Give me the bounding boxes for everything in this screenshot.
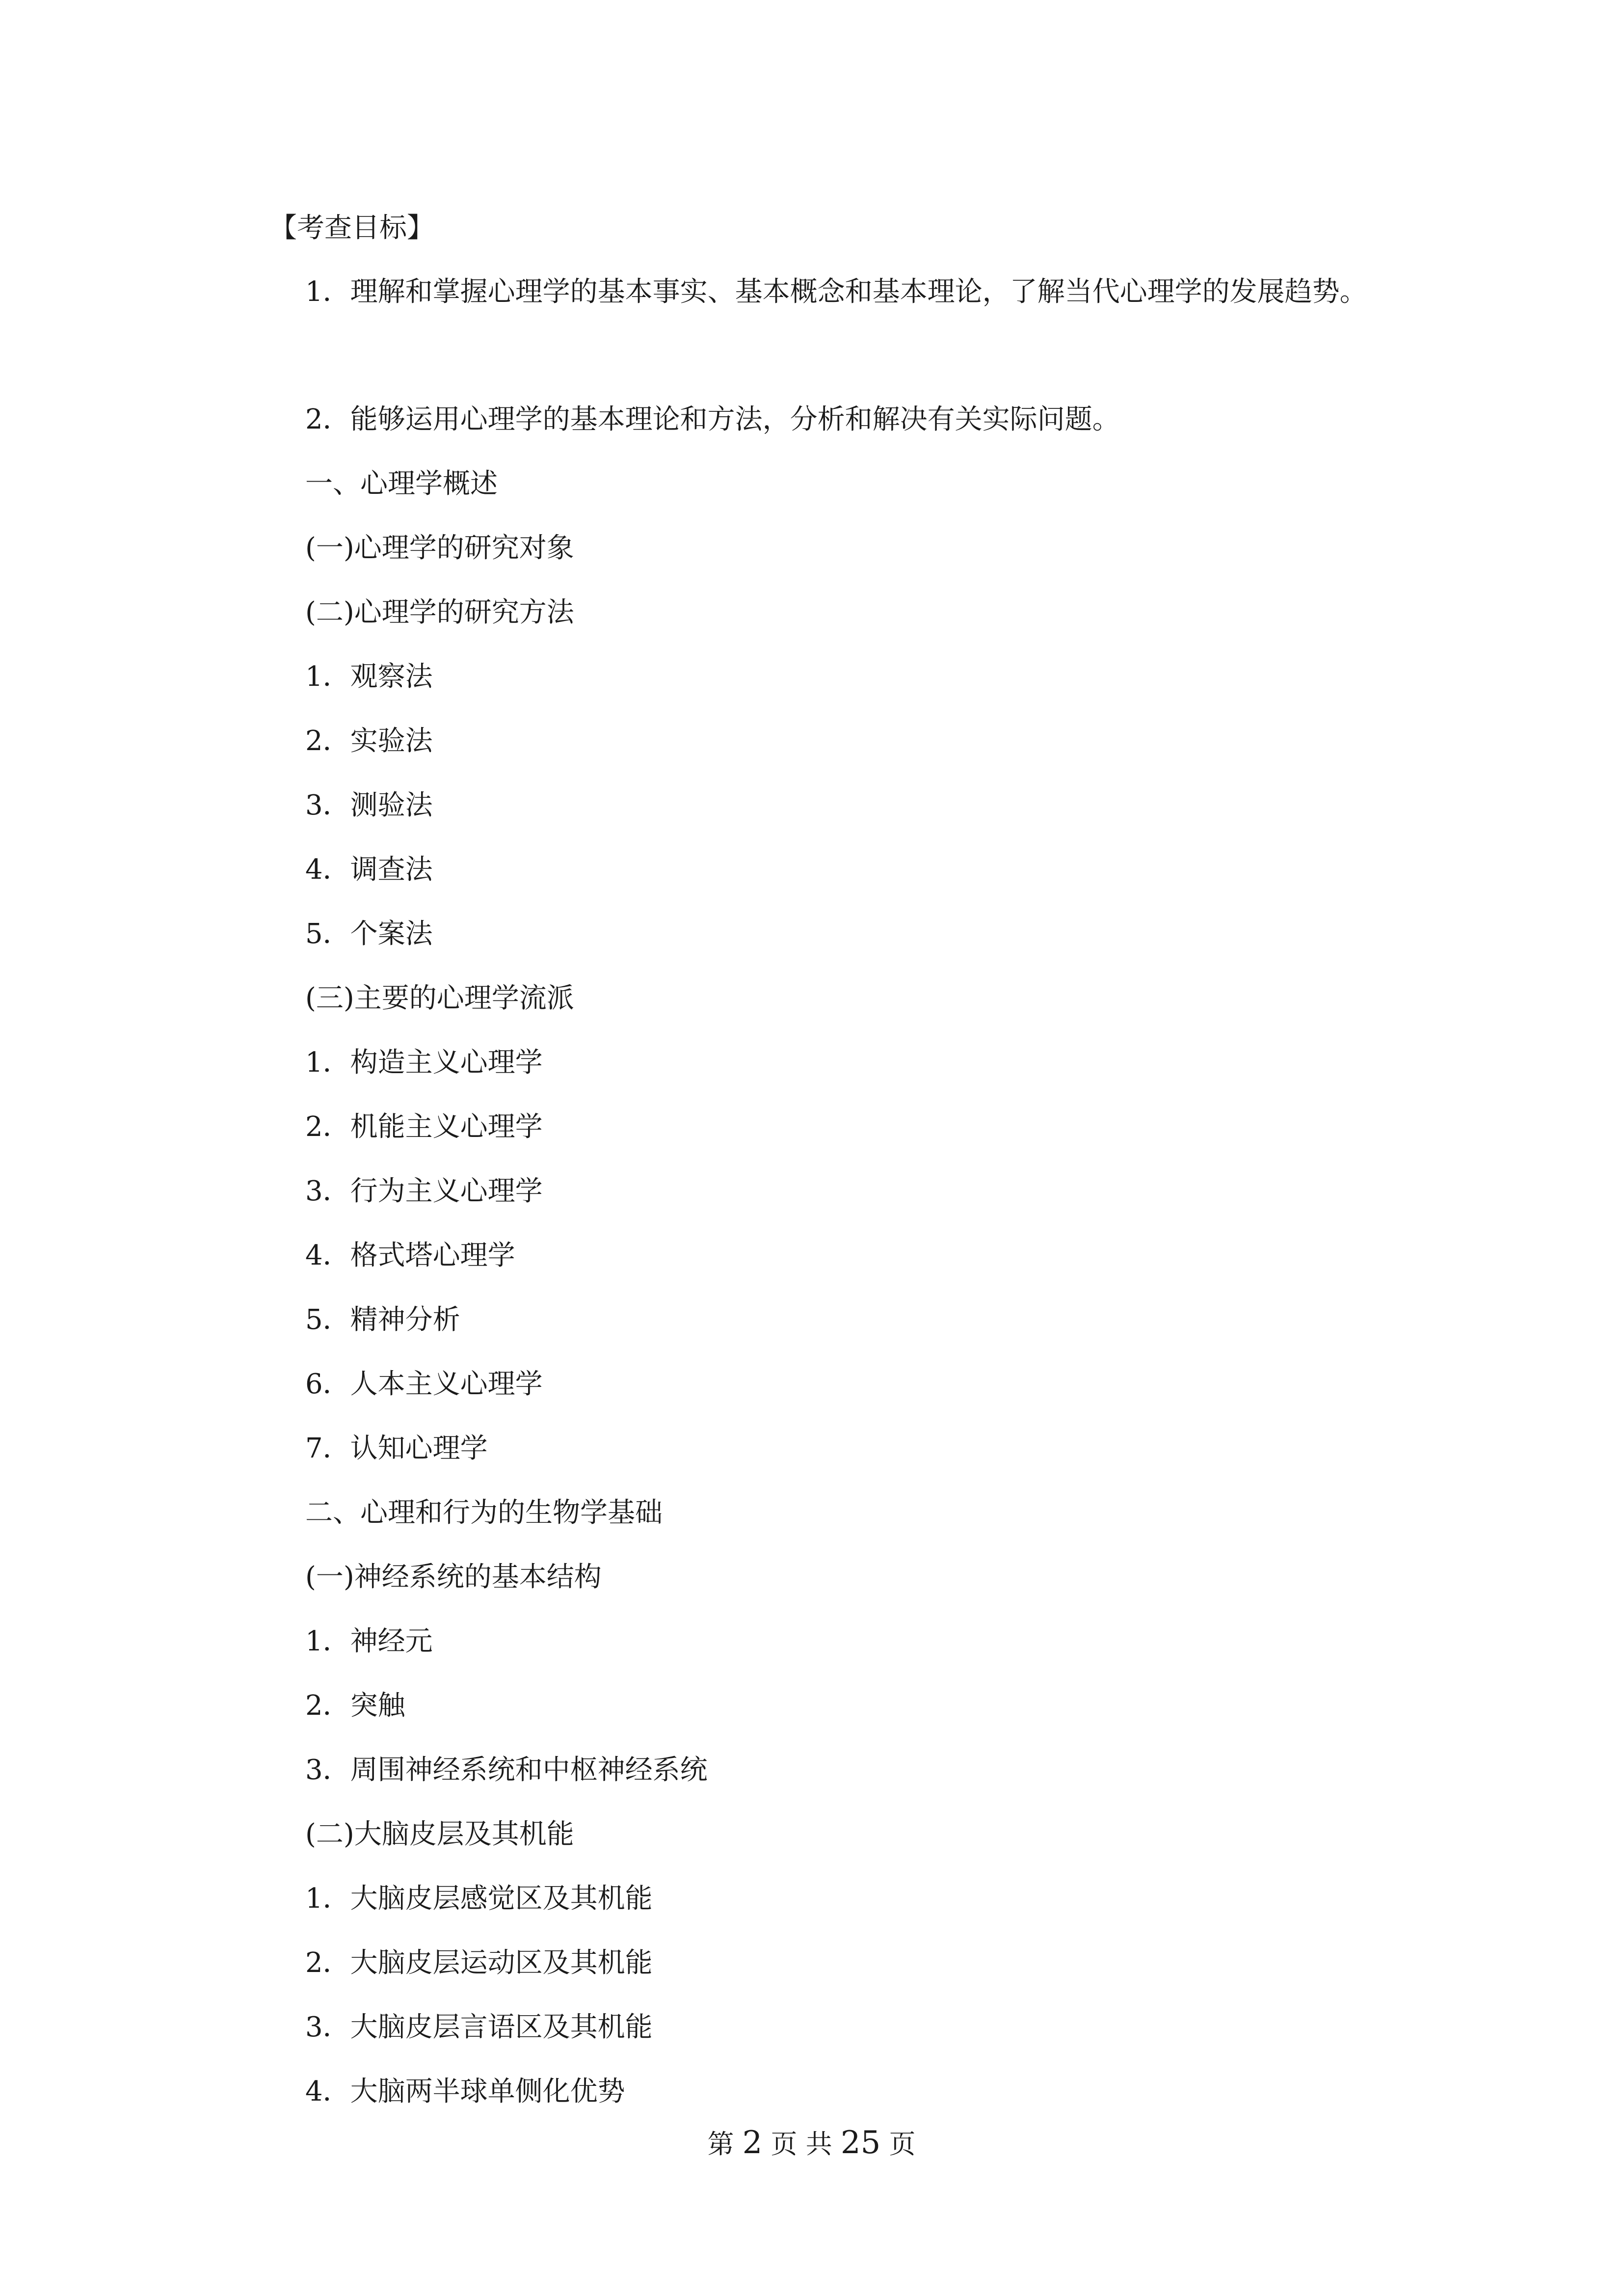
outline-item: 3．周围神经系统和中枢神经系统 [305,1754,708,1786]
outline-item: 2．实验法 [305,725,433,757]
outline-item: 1．构造主义心理学 [305,1047,543,1079]
outline-item: (二)心理学的研究方法 [305,596,574,628]
outline-item: 4．格式塔心理学 [305,1240,515,1271]
section-heading: 【考查目标】 [269,212,434,244]
outline-item: 二、心理和行为的生物学基础 [305,1497,663,1529]
outline-item: (三)主要的心理学流派 [305,982,574,1014]
page-footer [0,2126,1623,2161]
outline-item: 1．大脑皮层感觉区及其机能 [305,1883,653,1915]
outline-item: 2．突触 [305,1690,405,1722]
outline-item: 7．认知心理学 [305,1432,488,1464]
outline-item: 6．人本主义心理学 [305,1368,543,1400]
goal-item: 2．能够运用心理学的基本理论和方法，分析和解决有关实际问题。 [305,404,1120,435]
outline-item: (一)神经系统的基本结构 [305,1561,602,1593]
outline-item: 3．测验法 [305,789,433,821]
outline-item: 5．精神分析 [305,1304,460,1336]
goal-item: 1．理解和掌握心理学的基本事实、基本概念和基本理论，了解当代心理学的发展趋势。 [305,276,1367,308]
outline-item: (一)心理学的研究对象 [305,532,574,564]
footer-middle: 页 共 [771,2129,832,2160]
outline-item: 3．行为主义心理学 [305,1175,543,1207]
outline-item: 5．个案法 [305,918,433,950]
outline-item: 1．神经元 [305,1625,433,1657]
outline-item: (二)大脑皮层及其机能 [305,1818,574,1850]
outline-item: 4．大脑两半球单侧化优势 [305,2076,625,2107]
footer-prefix: 第 [707,2129,734,2160]
page-number: 2 [742,2125,763,2161]
outline-item: 3．大脑皮层言语区及其机能 [305,2011,653,2043]
outline-item: 2．机能主义心理学 [305,1111,543,1143]
page-total: 25 [840,2125,881,2161]
outline-item: 4．调查法 [305,854,433,886]
outline-item: 一、心理学概述 [305,468,498,500]
outline-item: 1．观察法 [305,661,433,693]
outline-item: 2．大脑皮层运动区及其机能 [305,1947,653,1979]
footer-suffix: 页 [889,2129,916,2160]
